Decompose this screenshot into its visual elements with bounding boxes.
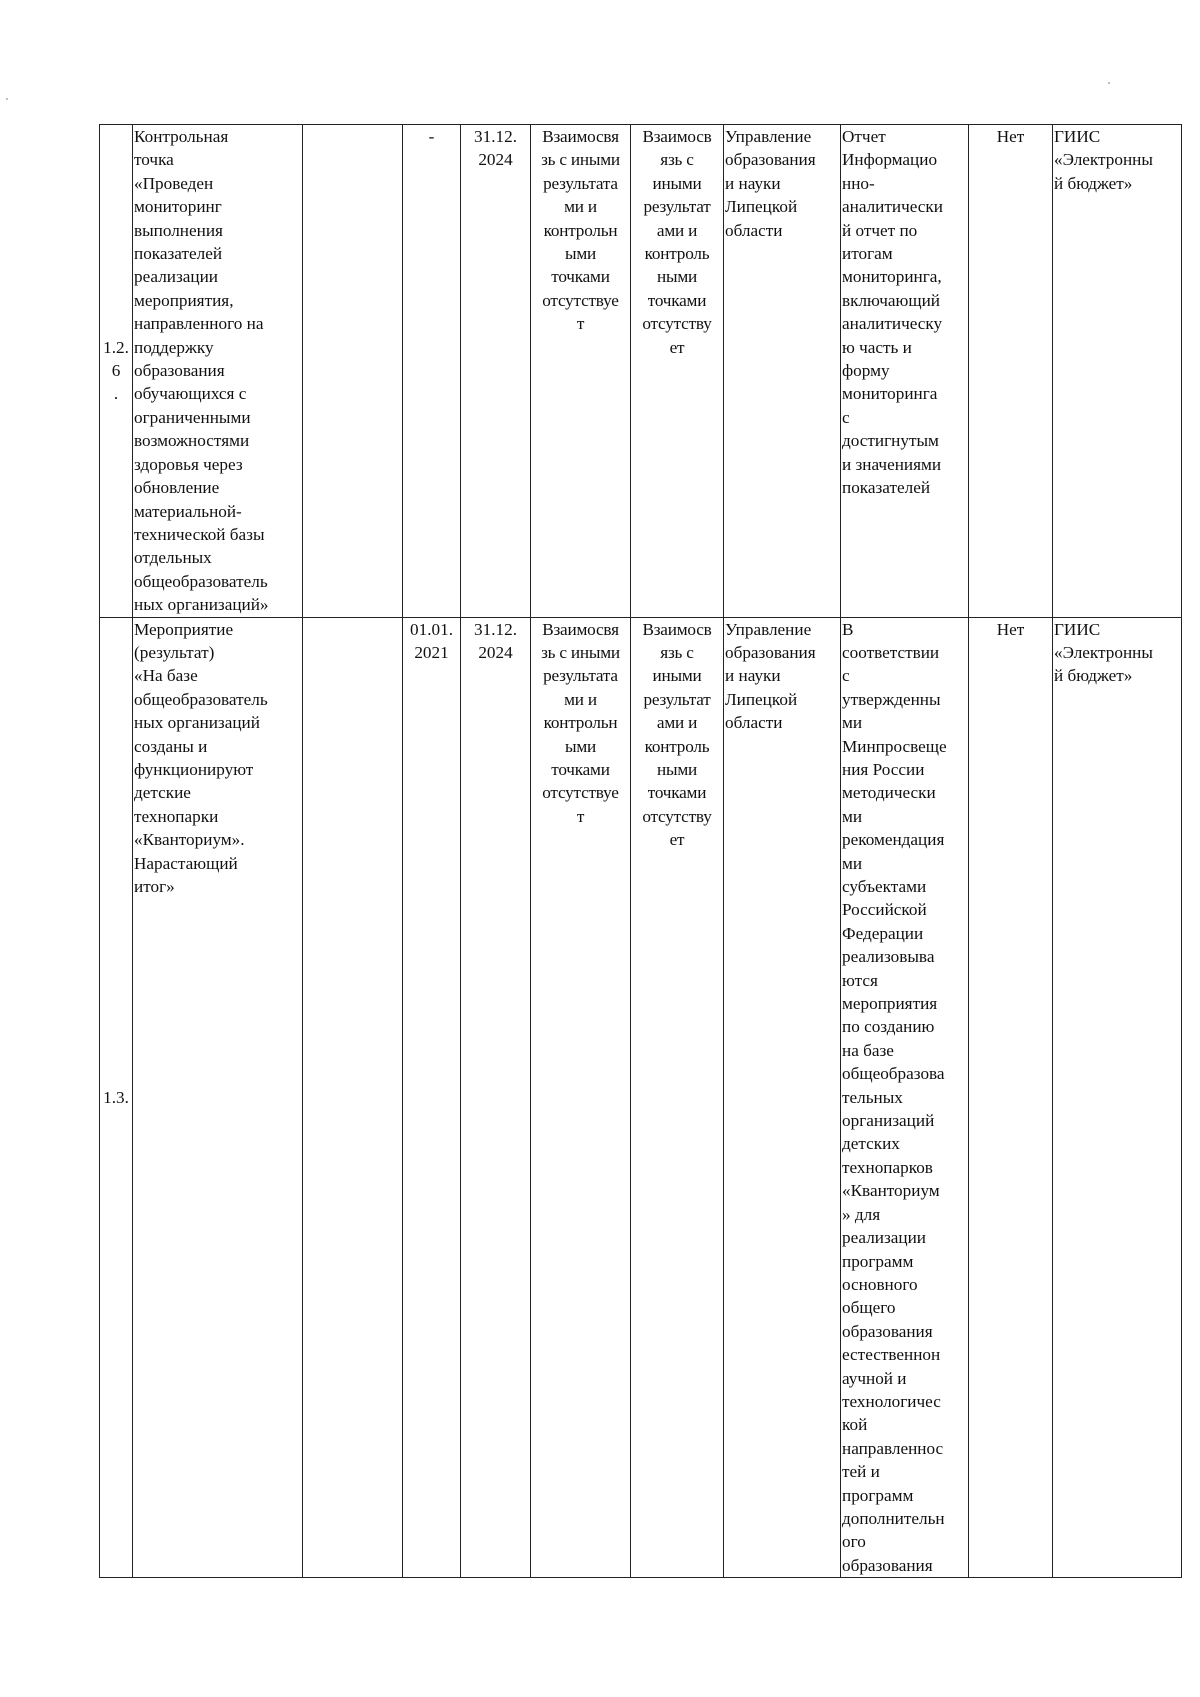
start-date: - [403, 125, 461, 618]
row-number: 1.3. [100, 617, 133, 1578]
empty-cell [303, 125, 403, 618]
scan-speck [6, 98, 8, 100]
row-number: 1.2.6 . [100, 125, 133, 618]
table-row [100, 617, 1182, 1578]
table-row [100, 125, 1182, 618]
measure-name: Мероприятие (результат) «На базе общеобразователь ных организаций созданы и функционируют детские технопарки «Кванториум». Нарастающий итог» [133, 617, 303, 1578]
flag-value: Нет [969, 125, 1053, 618]
measure-name: Контрольная точка «Проведен мониторинг выполнения показателей реализации мероприятия, направленного на поддержку образования обучающихся с ограниченными возможностями здоровья через обновление материальной- технической базы отдельных общеобразователь ных организаций» [133, 125, 303, 618]
empty-cell [303, 617, 403, 1578]
info-system: ГИИС «Электронны й бюджет» [1053, 617, 1182, 1578]
result-document: Отчет Информацио нно- аналитически й отчет по итогам мониторинга, включающий аналитическу ю часть и форму мониторинга с достигнутым и значениями показателей [841, 125, 969, 618]
link-next: Взаимосв язь с иными результат ами и контроль ными точками отсутству ет [631, 125, 724, 618]
end-date: 31.12. 2024 [461, 125, 531, 618]
end-date: 31.12. 2024 [461, 617, 531, 1578]
result-document: В соответствии с утвержденны ми Минпросвеще ния России методически ми рекомендация ми субъектами Российской Федерации реализовыва ются мероприятия по созданию на базе общеобразова тельных организаций детских технопарков «Кванториум » для реализации программ основного общего образования естественнон аучной и технологичес кой направленнос тей и программ дополнительн ого образования [841, 617, 969, 1578]
responsible-body: Управление образования и науки Липецкой области [724, 617, 841, 1578]
start-date: 01.01. 2021 [403, 617, 461, 1578]
scan-speck [1108, 82, 1110, 84]
flag-value: Нет [969, 617, 1053, 1578]
measures-table [99, 124, 1182, 1578]
link-next: Взаимосв язь с иными результат ами и контроль ными точками отсутству ет [631, 617, 724, 1578]
link-previous: Взаимосвя зь с иными результата ми и контрольн ыми точками отсутствуе т [531, 617, 631, 1578]
responsible-body: Управление образования и науки Липецкой области [724, 125, 841, 618]
info-system: ГИИС «Электронны й бюджет» [1053, 125, 1182, 618]
link-previous: Взаимосвя зь с иными результата ми и контрольн ыми точками отсутствуе т [531, 125, 631, 618]
